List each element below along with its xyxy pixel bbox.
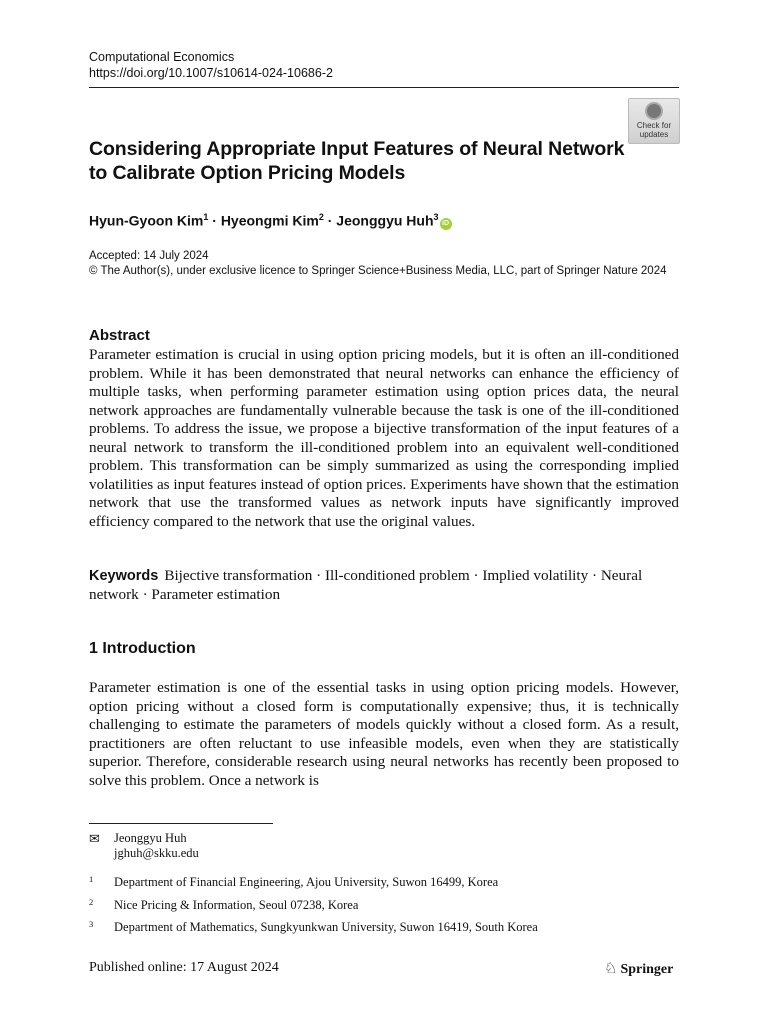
header-rule [89, 87, 679, 88]
affiliation-text: Department of Financial Engineering, Ajou University, Suwon 16499, Korea [114, 875, 499, 889]
corresponding-author-email[interactable]: jghuh@skku.edu [114, 846, 199, 860]
author-separator: · [208, 212, 221, 229]
affiliation-text: Nice Pricing & Information, Seoul 07238, Korea [114, 898, 359, 912]
publisher-logo[interactable] [604, 959, 673, 978]
corresponding-author-name: Jeonggyu Huh [114, 831, 187, 845]
published-online-date: Published online: 17 August 2024 [89, 960, 279, 975]
paper-title [89, 137, 629, 185]
doi-link[interactable]: https://doi.org/10.1007/s10614-024-10686-2 [89, 66, 333, 80]
affiliation-number: 2 [89, 897, 94, 907]
title-line-2: to Calibrate Option Pricing Models [89, 162, 406, 184]
crossmark-badge-icon[interactable] [628, 98, 680, 144]
abstract-heading: Abstract [89, 327, 150, 344]
author-separator: · [323, 212, 337, 229]
author-list [89, 208, 452, 230]
author-name[interactable]: Hyeongmi Kim [220, 212, 319, 229]
abstract-text: Parameter estimation is crucial in using option pricing models, but it is often an ill-conditioned problem. While it has been demonstrated that neural networks can enhance the efficiency of multiple tasks, when performing parameter estimation using option prices data, the neural network approaches are fundamentally vulnerable because the task is one of the ill-conditioned problems. To address the issue, we propose a bijective transformation of the input features of a neural network to transform the ill-conditioned problem into an equivalent well-conditioned problem. This transformation can be simply summarized as using the corresponding implied volatilities as input features instead of option prices. Experiments have shown that the estimation network that use the transformed values as network inputs have significantly improved efficiency compared to the network that use the original values. [89, 346, 679, 530]
crossmark-circle-icon [645, 102, 663, 120]
keywords-text: Bijective transformation · Ill-conditioned problem · Implied volatility · Neural network · Parameter estimation [89, 567, 643, 603]
journal-header [89, 49, 333, 81]
affiliation-number: 3 [89, 919, 94, 929]
author-name[interactable]: Hyun-Gyoon Kim [89, 212, 204, 229]
springer-horse-icon: ♘ [604, 961, 618, 977]
author-aff: 3 [433, 212, 439, 222]
introduction-text: Parameter estimation is one of the essential tasks in using option pricing models. However, option pricing without a closed form is computationally expensive; thus, it is technically challenging to estimate the parameters of models quickly without a closed form. As a result, practitioners are often reluctant to use infeasible models, even when they are statistically superior. Therefore, considerable research using neural networks has recently been proposed to solve this problem. Once a network is [89, 679, 679, 789]
publisher-name: Springer [620, 962, 674, 977]
copyright-notice: © The Author(s), under exclusive licence to Springer Science+Business Media, LLC, part of Springer Nature 2024 [89, 265, 667, 277]
author-aff: 2 [318, 212, 324, 222]
journal-name: Computational Economics [89, 50, 235, 64]
orcid-icon[interactable]: iD [440, 218, 452, 230]
author-aff: 1 [203, 212, 209, 222]
footnote-rule [89, 823, 273, 824]
accepted-date: Accepted: 14 July 2024 [89, 250, 209, 262]
section-heading-introduction: 1 Introduction [89, 640, 196, 657]
title-line-1: Considering Appropriate Input Features of Neural Network [89, 138, 625, 160]
envelope-icon: ✉ [89, 831, 100, 846]
author-name[interactable]: Jeonggyu Huh [336, 212, 434, 229]
article-meta [89, 249, 679, 279]
crossmark-label-2: updates [639, 130, 669, 139]
affiliation-number: 1 [89, 874, 94, 884]
affiliation-text: Department of Mathematics, Sungkyunkwan University, Suwon 16419, South Korea [114, 920, 538, 934]
crossmark-label-1: Check for [636, 121, 672, 130]
keywords [89, 567, 679, 604]
keywords-label: Keywords [89, 568, 159, 584]
